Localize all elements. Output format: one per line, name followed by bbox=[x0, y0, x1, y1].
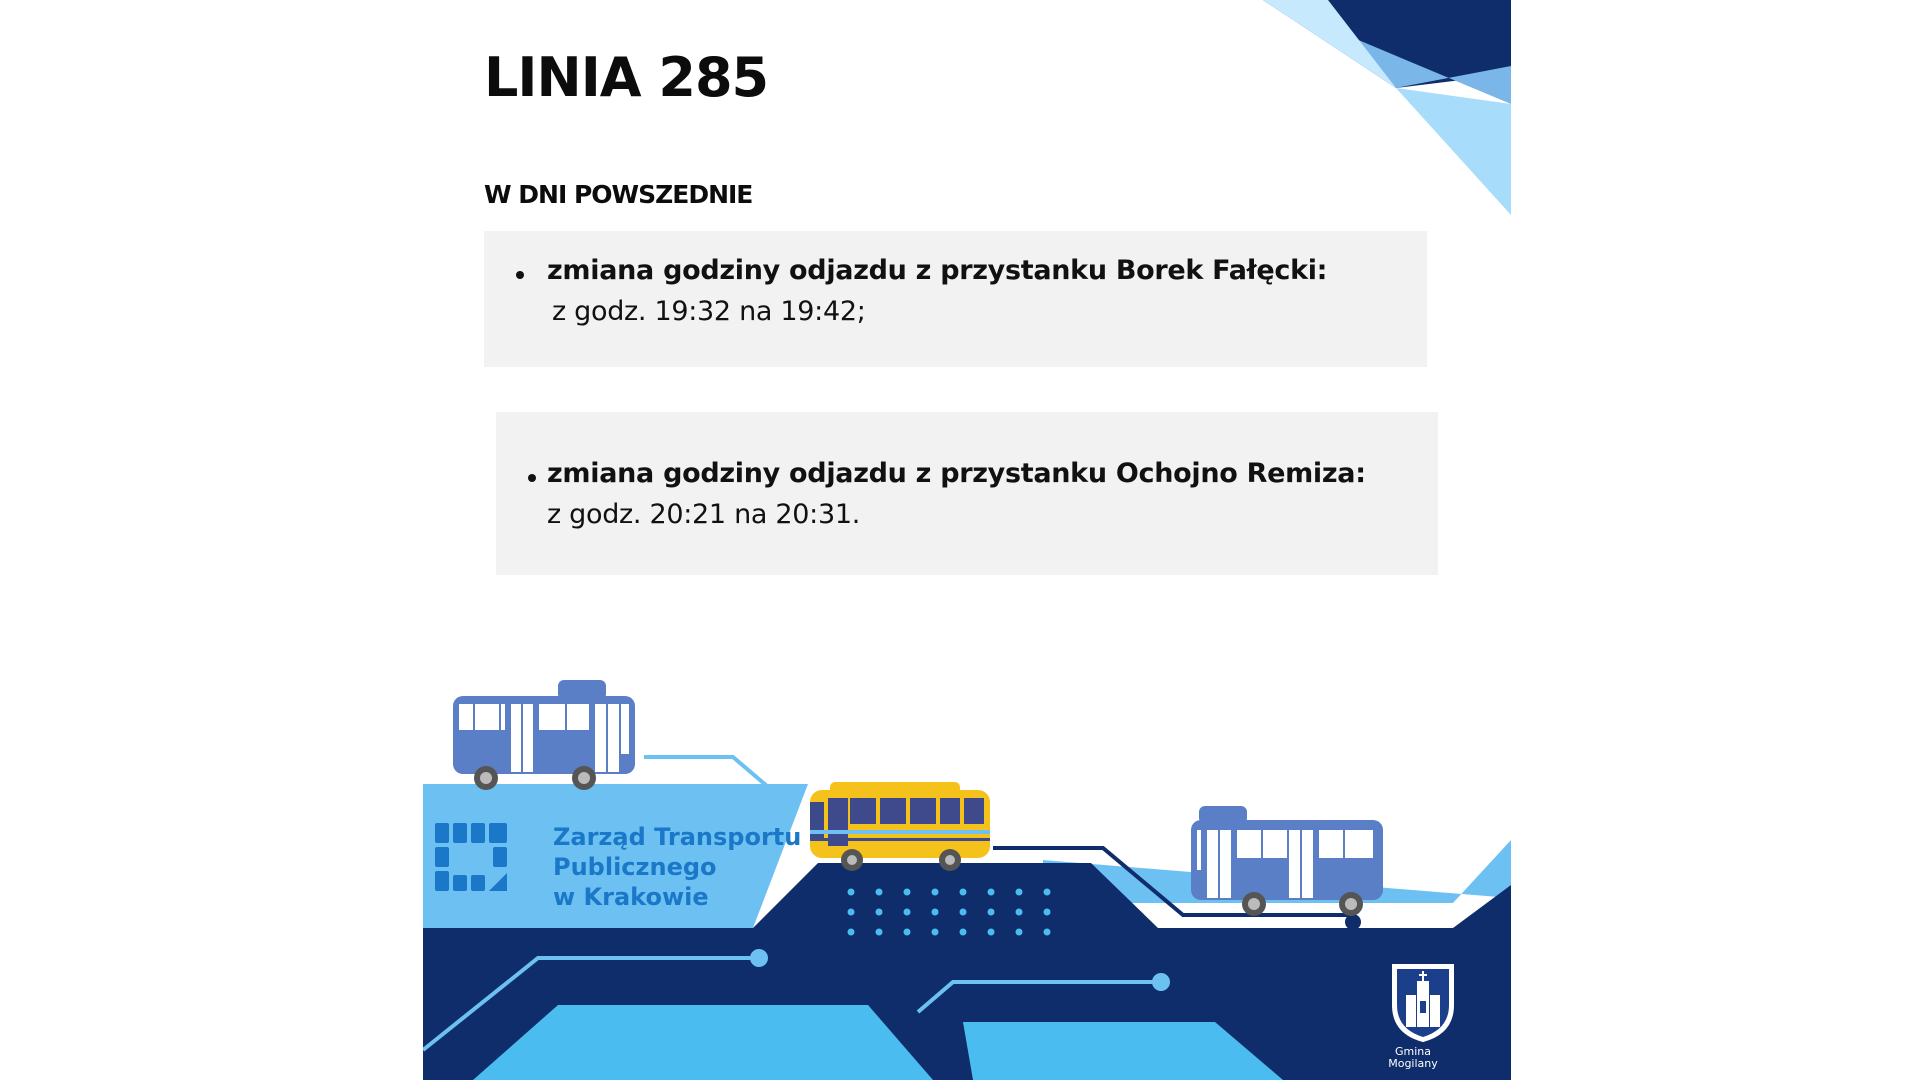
grid-dot bbox=[988, 909, 995, 916]
corner-decoration bbox=[1263, 0, 1511, 215]
change-detail: z godz. 20:21 na 20:31. bbox=[547, 499, 861, 530]
grid-dot bbox=[960, 889, 967, 896]
bullet-icon bbox=[516, 271, 524, 279]
section-subtitle: W DNI POWSZEDNIE bbox=[484, 180, 753, 209]
page-title: LINIA 285 bbox=[484, 46, 769, 109]
ztp-line-1: Zarząd Transportu bbox=[553, 823, 802, 851]
grid-dot bbox=[1016, 889, 1023, 896]
gmina-crest-icon bbox=[1393, 965, 1453, 1041]
gmina-logo-text bbox=[1385, 1046, 1441, 1070]
bus-blue-right bbox=[1191, 806, 1383, 916]
grid-dot bbox=[904, 909, 911, 916]
ztp-logo-text bbox=[553, 822, 801, 912]
grid-dot bbox=[904, 929, 911, 936]
grid-dot bbox=[1044, 929, 1051, 936]
bus-blue-left bbox=[453, 680, 635, 790]
change-card-2 bbox=[496, 412, 1438, 575]
bullet-icon bbox=[528, 474, 536, 482]
grid-dot bbox=[960, 929, 967, 936]
change-detail: z godz. 19:32 na 19:42; bbox=[552, 296, 866, 327]
grid-dot bbox=[932, 889, 939, 896]
change-card-1 bbox=[484, 231, 1427, 367]
grid-dot bbox=[876, 929, 883, 936]
change-heading: zmiana godziny odjazdu z przystanku Borek Fałęcki: bbox=[547, 255, 1328, 286]
bus-yellow bbox=[810, 782, 990, 871]
grid-dot bbox=[1044, 909, 1051, 916]
grid-dot bbox=[932, 929, 939, 936]
change-heading: zmiana godziny odjazdu z przystanku Ochojno Remiza: bbox=[547, 458, 1366, 489]
ztp-line-2: Publicznego bbox=[553, 853, 717, 881]
grid-dot bbox=[848, 909, 855, 916]
grid-dot bbox=[1044, 889, 1051, 896]
gmina-line-1: Gmina bbox=[1394, 1045, 1431, 1058]
grid-dot bbox=[848, 929, 855, 936]
grid-dot bbox=[1016, 909, 1023, 916]
ztp-line-3: w Krakowie bbox=[553, 883, 709, 911]
grid-dot bbox=[876, 909, 883, 916]
grid-dot bbox=[848, 889, 855, 896]
grid-dot bbox=[932, 909, 939, 916]
grid-dot bbox=[1016, 929, 1023, 936]
gmina-line-2: Mogilany bbox=[1388, 1057, 1438, 1070]
grid-dot bbox=[988, 929, 995, 936]
grid-dot bbox=[876, 889, 883, 896]
grid-dot bbox=[904, 889, 911, 896]
grid-dot bbox=[960, 909, 967, 916]
grid-dot bbox=[988, 889, 995, 896]
poster bbox=[423, 0, 1511, 1080]
